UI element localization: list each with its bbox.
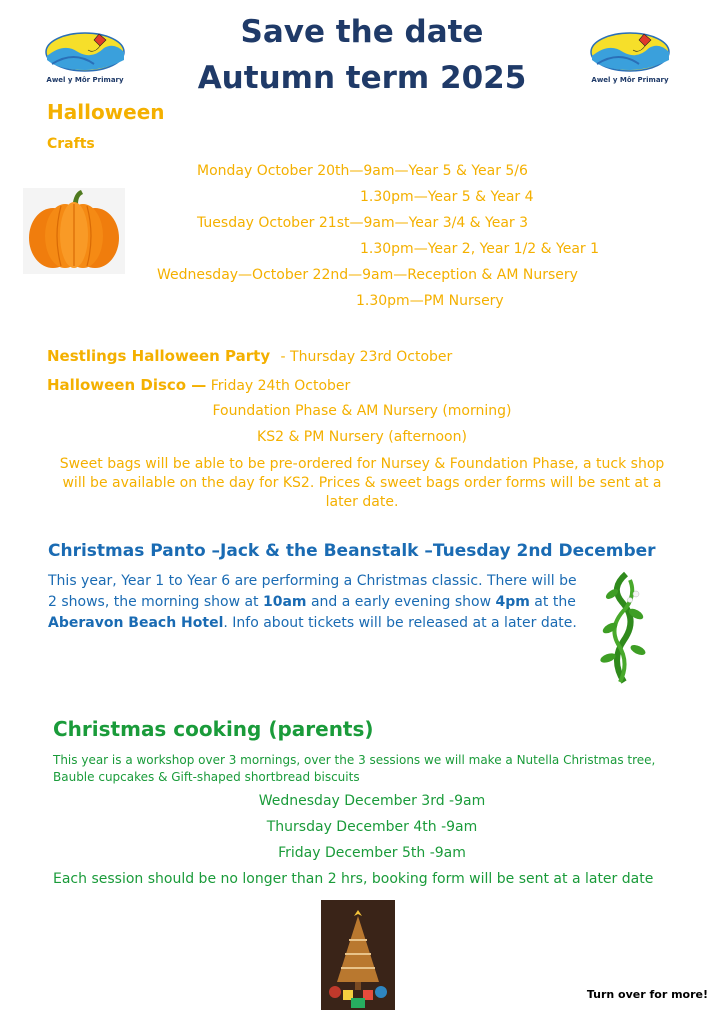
cooking-heading: Christmas cooking (parents) [53, 717, 374, 741]
schedule-line-2: 1.30pm—Year 5 & Year 4 [360, 189, 534, 205]
school-logo-right [589, 30, 671, 90]
schedule-line-1: Monday October 20th—9am—Year 5 & Year 5/6 [197, 163, 528, 179]
cooking-date-3: Friday December 5th -9am [278, 845, 466, 861]
svg-text:Awel y Môr Primary: Awel y Môr Primary [591, 76, 669, 84]
panto-text [48, 571, 588, 634]
title-line-2: Autumn term 2025 [197, 60, 527, 96]
panto-venue: Aberavon Beach Hotel [48, 615, 224, 631]
svg-text:Awel y Môr Primary: Awel y Môr Primary [46, 76, 124, 84]
sweet-bags-note: Sweet bags will be able to be pre-ordered for Nursey & Foundation Phase, a tuck shop will be available on the day for KS2. Prices & sweet bags order forms will be sent at a later date. [59, 456, 665, 510]
title-line-1: Save the date [240, 14, 484, 50]
cooking-intro: This year is a workshop over 3 mornings, over the 3 sessions we will make a Nutella Christmas tree, Bauble cupcakes & Gift-shaped shortbread biscuits [53, 753, 656, 784]
panto-heading: Christmas Panto –Jack & the Beanstalk –Tuesday 2nd December [48, 541, 656, 561]
christmas-tree-image [321, 900, 395, 1014]
beanstalk-image [600, 570, 646, 689]
disco-label: Halloween Disco — [47, 376, 207, 394]
cooking-date-1: Wednesday December 3rd -9am [258, 793, 486, 809]
cooking-note: Each session should be no longer than 2 hrs, booking form will be sent at a later date [53, 871, 654, 887]
panto-text-1: This year, Year 1 to Year 6 are performing a Christmas classic. There will be 2 shows, the morning show at [48, 573, 577, 610]
disco-session-2: KS2 & PM Nursery (afternoon) [257, 429, 467, 445]
school-logo-left [44, 30, 126, 90]
nestlings-party [47, 347, 452, 365]
schedule-line-4: 1.30pm—Year 2, Year 1/2 & Year 1 [360, 241, 600, 257]
party-label: Nestlings Halloween Party [47, 347, 271, 365]
party-date: - Thursday 23rd October [276, 349, 453, 365]
halloween-disco [47, 376, 350, 394]
halloween-heading: Halloween [47, 100, 165, 124]
schedule-line-3: Tuesday October 21st—9am—Year 3/4 & Year 3 [197, 215, 529, 231]
cooking-date-2: Thursday December 4th -9am [266, 819, 478, 835]
disco-session-1: Foundation Phase & AM Nursery (morning) [212, 403, 512, 419]
pumpkin-image [23, 188, 125, 278]
panto-text-4: . Info about tickets will be released at a later date. [223, 615, 577, 631]
turn-over-note: Turn over for more! [586, 988, 708, 1001]
panto-time-morning: 10am [263, 594, 307, 610]
disco-date: Friday 24th October [206, 378, 351, 394]
panto-text-3: at the [529, 594, 576, 610]
panto-text-2: and a early evening show [306, 594, 496, 610]
schedule-line-6: 1.30pm—PM Nursery [356, 293, 504, 309]
panto-time-evening: 4pm [495, 594, 530, 610]
schedule-line-5: Wednesday—October 22nd—9am—Reception & AM Nursery [157, 267, 578, 283]
crafts-subheading: Crafts [47, 136, 95, 152]
